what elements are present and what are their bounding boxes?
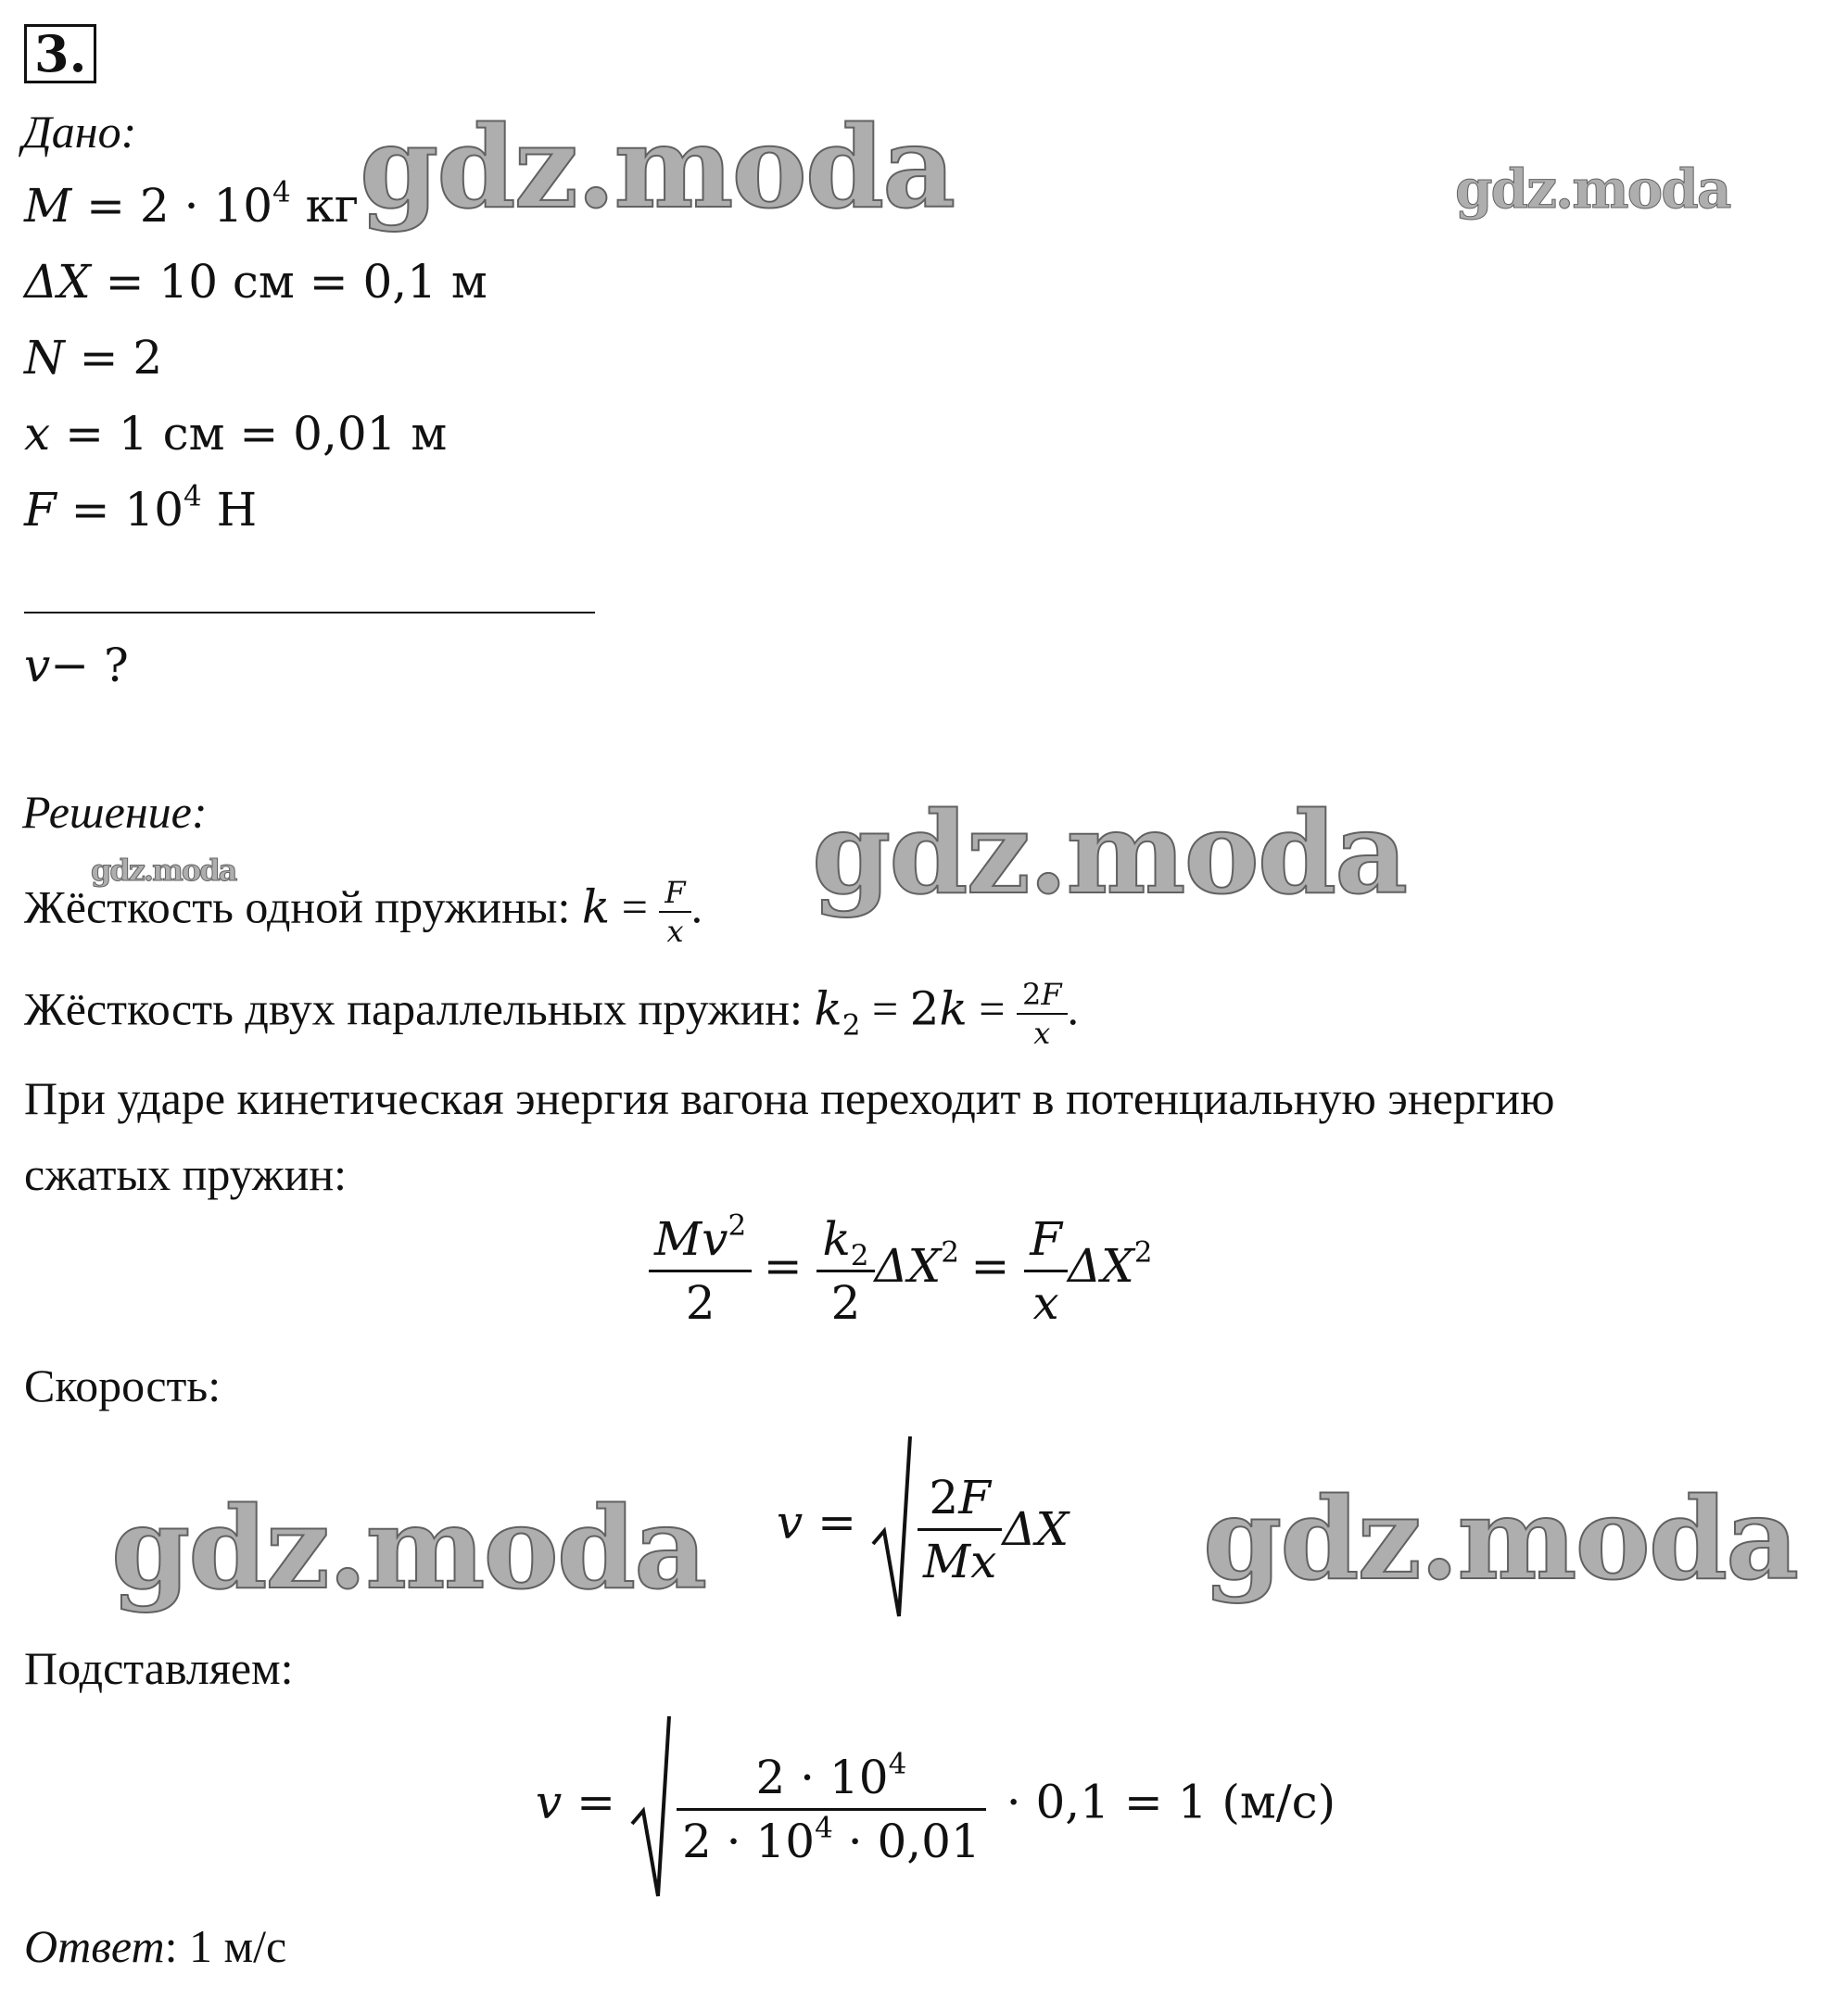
solution-label: Решение: (22, 786, 208, 838)
watermark-1: gdz.moda (360, 100, 955, 234)
given-divider (24, 612, 595, 613)
line-energy-1: При ударе кинетическая энергия вагона переходит в потенциальную энергию (24, 1072, 1555, 1124)
given-label: Дано: (22, 106, 137, 158)
line-stiffness-two: Жёсткость двух параллельных пружин: $k_2 = 2k$ = $\frac{2F}{x}$ . (24, 977, 1080, 1051)
line-stiffness-one: Жёсткость одной пружины: k = $\frac{F}{x}$ . (24, 875, 703, 949)
given-test-compression: x = 1 см = 0,01 м (24, 407, 448, 461)
given-mass: $M = 2 \cdot 10^4$ кг (24, 175, 360, 233)
watermark-5: gdz.moda (111, 1481, 706, 1614)
line-speed: Скорость: (24, 1360, 222, 1411)
line-substitute: Подставляем: (24, 1642, 294, 1694)
velocity-formula: v = $\frac{2F}{Mx}$ ΔX (777, 1435, 1074, 1620)
watermark-4: gdz.moda (91, 853, 236, 888)
line-energy-2: сжатых пружин: (24, 1148, 347, 1200)
given-spring-count: N = 2 (24, 331, 163, 385)
watermark-6: gdz.moda (1203, 1472, 1798, 1605)
given-force: $F = 10^4$ Н (24, 479, 258, 537)
answer: Ответ: 1 м/с (24, 1920, 287, 1972)
substitution-formula: v = $\frac{2 \cdot 10^4}{2 \cdot 10^4 \cdot 0,01}$ · 0,1 = 1 (м/с) (536, 1714, 1335, 1900)
watermark-3: gdz.moda (812, 786, 1407, 919)
find-velocity: v− ? (24, 639, 129, 692)
problem-number: 3. (24, 24, 96, 83)
watermark-2: gdz.moda (1455, 158, 1730, 221)
energy-equation: $\frac{Mv^2}{2}$ = $\frac{k_2}{2}$ $\Delta X^2$ = $\frac{F}{x}$ $\Delta X^2$ (649, 1212, 1152, 1330)
given-compression: ΔX = 10 см = 0,1 м (24, 255, 487, 309)
